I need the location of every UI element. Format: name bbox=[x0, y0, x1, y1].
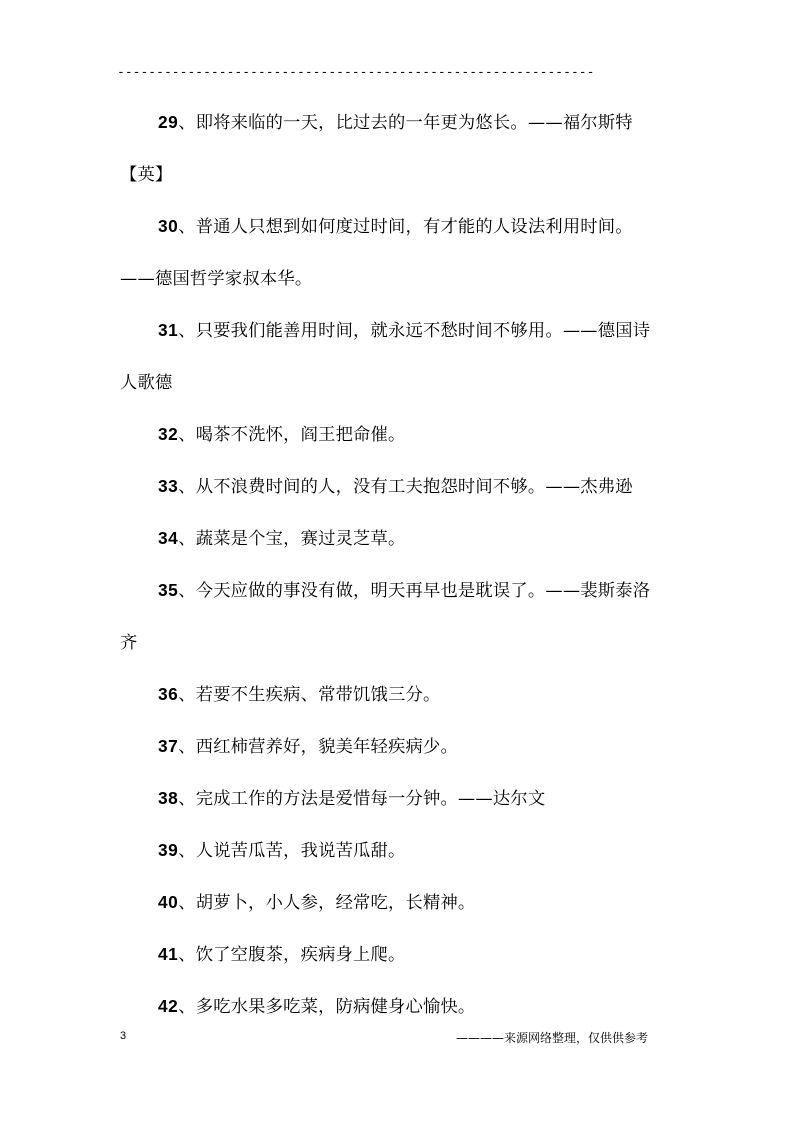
quote-line bbox=[120, 980, 676, 1032]
line-text: 齐 bbox=[120, 633, 138, 653]
line-text: 、蔬菜是个宝，赛过灵芝草。 bbox=[178, 529, 406, 549]
quote-line bbox=[120, 460, 676, 512]
item-number: 42 bbox=[158, 996, 179, 1016]
item-number: 33 bbox=[158, 476, 179, 496]
quote-line bbox=[120, 200, 676, 252]
line-text: 人歌德 bbox=[120, 373, 173, 393]
line-text: 、普通人只想到如何度过时间，有才能的人设法利用时间。 bbox=[178, 217, 633, 237]
line-text: ——德国哲学家叔本华。 bbox=[120, 269, 313, 289]
item-number: 29 bbox=[158, 112, 179, 132]
line-text: 、喝茶不洗怀，阎王把命催。 bbox=[178, 425, 406, 445]
quote-line bbox=[120, 772, 676, 824]
line-text: 、即将来临的一天，比过去的一年更为悠长。——福尔斯特 bbox=[178, 113, 633, 133]
header-dashed-rule: ------------------------------------------------------------- bbox=[117, 66, 595, 80]
item-number: 34 bbox=[158, 528, 179, 548]
item-number: 31 bbox=[158, 320, 179, 340]
item-number: 30 bbox=[158, 216, 179, 236]
quote-line bbox=[120, 668, 676, 720]
quote-line bbox=[120, 96, 676, 148]
quote-line bbox=[120, 356, 676, 408]
line-text: 、只要我们能善用时间，就永远不愁时间不够用。——德国诗 bbox=[178, 321, 651, 341]
quote-line bbox=[120, 616, 676, 668]
footer-source-note: ————来源网络整理，仅供供参考 bbox=[456, 1031, 649, 1045]
quote-line bbox=[120, 876, 676, 928]
line-text: 【英】 bbox=[120, 165, 173, 185]
line-text: 、多吃水果多吃菜，防病健身心愉快。 bbox=[178, 997, 476, 1017]
page-number: 3 bbox=[120, 1030, 127, 1042]
line-text: 、胡萝卜，小人参，经常吃，长精神。 bbox=[178, 893, 476, 913]
quote-line bbox=[120, 148, 676, 200]
item-number: 37 bbox=[158, 736, 179, 756]
item-number: 35 bbox=[158, 580, 179, 600]
quote-line bbox=[120, 564, 676, 616]
quote-line bbox=[120, 252, 676, 304]
line-text: 、从不浪费时间的人，没有工夫抱怨时间不够。——杰弗逊 bbox=[178, 477, 633, 497]
item-number: 40 bbox=[158, 892, 179, 912]
item-number: 38 bbox=[158, 788, 179, 808]
line-text: 、人说苦瓜苦，我说苦瓜甜。 bbox=[178, 841, 406, 861]
line-text: 、今天应做的事没有做，明天再早也是耽误了。——裴斯泰洛 bbox=[178, 581, 651, 601]
line-text: 、若要不生疾病、常带饥饿三分。 bbox=[178, 685, 441, 705]
document-body bbox=[120, 96, 676, 1032]
line-text: 、西红柿营养好，貌美年轻疾病少。 bbox=[178, 737, 458, 757]
quote-line bbox=[120, 928, 676, 980]
item-number: 39 bbox=[158, 840, 179, 860]
item-number: 41 bbox=[158, 944, 179, 964]
quote-line bbox=[120, 512, 676, 564]
item-number: 36 bbox=[158, 684, 179, 704]
quote-line bbox=[120, 824, 676, 876]
line-text: 、完成工作的方法是爱惜每一分钟。——达尔文 bbox=[178, 789, 546, 809]
quote-line bbox=[120, 720, 676, 772]
line-text: 、饮了空腹茶，疾病身上爬。 bbox=[178, 945, 406, 965]
item-number: 32 bbox=[158, 424, 179, 444]
quote-line bbox=[120, 408, 676, 460]
quote-line bbox=[120, 304, 676, 356]
